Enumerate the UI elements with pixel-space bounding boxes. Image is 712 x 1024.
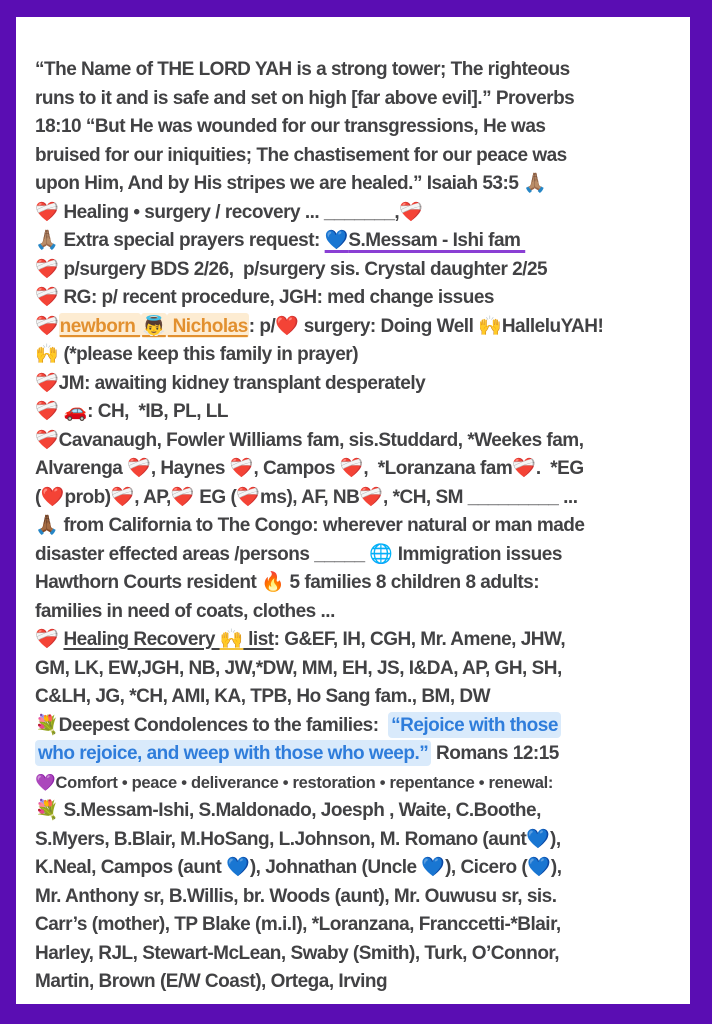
mending-heart-icon: ❤️‍🩹 [339, 458, 364, 479]
text-run: ( [35, 486, 41, 508]
baby-angel-icon: 👼 [141, 313, 167, 338]
families-list-line [35, 455, 688, 484]
mending-heart-icon: ❤️‍🩹 [35, 201, 59, 223]
mending-heart-icon: ❤️‍🩹 [35, 401, 59, 422]
text-run: Immigration issues [392, 543, 562, 565]
condolence-names-line [35, 968, 688, 997]
mending-heart-icon: ❤️‍🩹 [35, 429, 59, 451]
california-congo-line [35, 512, 688, 541]
mending-heart-icon: ❤️‍🩹 [110, 486, 135, 508]
keep-family-in-prayer-line [35, 341, 688, 370]
text-run: , *CH, SM _________ ... [383, 486, 578, 508]
text-run: Martin, Brown (E/W Coast), Ortega, Irving [35, 971, 388, 992]
text-run: 18:10 “But He was wounded for our transgressions, He was [35, 116, 546, 137]
text-run: GM, LK, EW,JGH, NB, JW,*DW, MM, EH, JS, I&DA, AP, GH, SH, [35, 657, 562, 679]
text-run: families in need of coats, clothes ... [35, 600, 335, 622]
text-run: Healing Recovery [63, 629, 220, 650]
text-run: Cavanaugh, Fowler Williams fam, sis.Studdard, *Weekes fam, [58, 429, 584, 451]
text-run: , *Loranzana fam [363, 458, 513, 479]
text-run: EG ( [194, 486, 237, 508]
text-run: bruised for our iniquities; The chastisement for our peace was [35, 144, 567, 166]
mending-heart-icon: ❤️‍🩹 [399, 201, 423, 223]
text-run: Comfort • peace • deliverance • restoration • repentance • renewal: [55, 773, 554, 792]
disaster-immigration-line [35, 541, 688, 570]
text-run: Healing • surgery / recovery ... _______, [58, 201, 400, 223]
text-run: ), Cicero ( [445, 857, 528, 878]
text-run: S.Messam-Ishi, S.Maldonado, Joesph , Waite, C.Boothe, [58, 800, 541, 821]
prayer-lines [35, 56, 688, 997]
text-run: . *EG [535, 458, 584, 479]
text-run: C&LH, JG, *CH, AMI, KA, TPB, Ho Sang fam., BM, DW [35, 686, 491, 707]
jm-kidney-line [35, 370, 688, 399]
text-run: Carr’s (mother), TP Blake (m.i.l), *Loranzana, Franccetti-*Blair, [35, 914, 561, 935]
condolences-line [35, 740, 688, 769]
raised-hands-icon: 🙌 [219, 629, 244, 650]
condolence-names-line [35, 826, 688, 855]
mending-heart-icon: ❤️‍🩹 [35, 287, 59, 308]
fire-icon: 🔥 [261, 572, 285, 593]
text-run: : G&EF, IH, CGH, Mr. Amene, JHW, [273, 629, 566, 650]
text-run: Deepest Condolences to the families: [58, 714, 389, 736]
hawthorn-courts-line [35, 569, 688, 598]
text-run: , Haynes [150, 458, 230, 479]
mending-heart-icon: ❤️‍🩹 [236, 486, 260, 508]
scripture-line [35, 142, 688, 171]
families-list-line [35, 484, 688, 513]
car-icon: 🚗 [63, 401, 88, 422]
text-run: Nicholas [167, 313, 249, 338]
blue-heart-icon: 💙 [226, 857, 250, 878]
blue-heart-icon: 💙 [527, 857, 551, 878]
red-heart-icon: ❤️ [275, 315, 299, 337]
families-list-line [35, 427, 688, 456]
condolence-names-line [35, 911, 688, 940]
travel-line [35, 398, 688, 427]
mending-heart-icon: ❤️‍🩹 [35, 258, 59, 280]
text-run: , Campos [253, 458, 340, 479]
bouquet-icon: 💐 [35, 714, 59, 736]
blue-heart-icon: 💙 [526, 828, 550, 850]
mending-heart-icon: ❤️‍🩹 [170, 486, 195, 508]
praying-hands-dark-icon: 🙏🏾 [35, 515, 59, 536]
text-run: Harley, RJL, Stewart-McLean, Swaby (Smith), Turk, O’Connor, [35, 942, 560, 964]
mending-heart-icon: ❤️‍🩹 [359, 486, 384, 508]
text-run: disaster effected areas /persons _____ [35, 543, 370, 565]
text-run: Hawthorn Courts resident [35, 572, 262, 593]
mending-heart-icon: ❤️‍🩹 [127, 458, 151, 479]
text-run: ), Johnathan (Uncle [249, 857, 422, 878]
text-run: “The Name of THE LORD YAH is a strong tower; The righteous [35, 59, 570, 80]
mending-heart-icon: ❤️‍🩹 [35, 315, 59, 337]
condolence-names-line [35, 940, 688, 969]
rg-jgh-line [35, 284, 688, 313]
healing-surgery-line [35, 199, 688, 228]
text-run: S.Messam - Ishi fam [348, 230, 526, 251]
text-run: ), [550, 857, 562, 878]
globe-icon: 🌐 [369, 543, 393, 565]
comfort-line [35, 769, 688, 798]
text-run: , AP, [134, 486, 171, 508]
healing-recovery-list-line [35, 683, 688, 712]
text-run: Extra special prayers request: [58, 230, 325, 251]
condolence-names-line [35, 797, 688, 826]
mending-heart-icon: ❤️‍🩹 [512, 458, 536, 479]
text-run: Romans 12:15 [431, 743, 559, 764]
text-run: S.Myers, B.Blair, M.HoSang, L.Johnson, M. Romano (aunt [35, 828, 527, 850]
mending-heart-icon: ❤️‍🩹 [229, 458, 254, 479]
text-run: 5 families 8 children 8 adults: [284, 572, 540, 593]
scripture-line [35, 113, 688, 142]
text-run: surgery: Doing Well [298, 315, 479, 337]
text-run: newborn [59, 313, 141, 338]
hawthorn-courts-line [35, 598, 688, 627]
text-run: from California to The Congo: wherever natural or man made [58, 515, 585, 536]
text-run: (*please keep this family in prayer) [58, 344, 359, 365]
blue-heart-icon: 💙 [421, 857, 446, 878]
text-run: ), [550, 828, 561, 850]
text-run: : CH, *IB, PL, LL [87, 401, 229, 422]
text-run: Alvarenga [35, 458, 128, 479]
condolences-line [35, 712, 688, 741]
healing-recovery-list-line [35, 626, 688, 655]
condolence-names-line [35, 854, 688, 883]
bouquet-icon: 💐 [35, 800, 59, 821]
text-run: p/surgery BDS 2/26, p/surgery sis. Crystal daughter 2/25 [58, 258, 548, 280]
scripture-line [35, 85, 688, 114]
healing-recovery-list-line [35, 655, 688, 684]
scripture-line [35, 56, 688, 85]
text-run: “Rejoice with those [388, 712, 561, 738]
mending-heart-icon: ❤️‍🩹 [35, 629, 59, 650]
newborn-nicholas-line [35, 313, 688, 342]
text-run: JM: awaiting kidney transplant desperately [58, 372, 426, 394]
scripture-line [35, 170, 688, 199]
page [16, 17, 690, 1004]
raised-hands-icon: 🙌 [35, 344, 59, 365]
text-run: : p/ [248, 315, 276, 337]
text-run: list [243, 629, 274, 650]
text-run: upon Him, And by His stripes we are healed.” Isaiah 53:5 [35, 173, 524, 194]
raised-hands-icon: 🙌 [478, 315, 502, 337]
mending-heart-icon: ❤️‍🩹 [35, 372, 59, 394]
text-run: Mr. Anthony sr, B.Willis, br. Woods (aunt), Mr. Ouwusu sr, sis. [35, 885, 557, 907]
red-heart-icon: ❤️ [40, 486, 65, 508]
surgery-dates-line [35, 256, 688, 285]
text-run: who rejoice, and weep with those who weep.” [35, 740, 431, 766]
text-run: RG: p/ recent procedure, JGH: med change issues [58, 287, 494, 308]
blue-heart-icon: 💙 [324, 230, 349, 251]
text-run: runs to it and is safe and set on high [far above evil].” Proverbs [35, 87, 575, 109]
text-run: prob) [64, 486, 111, 508]
praying-hands-icon: 🙏🏽 [523, 173, 547, 194]
text-run: ms), AF, NB [259, 486, 360, 508]
extra-special-prayers-line [35, 227, 688, 256]
condolence-names-line [35, 883, 688, 912]
praying-hands-icon: 🙏🏽 [35, 230, 59, 251]
text-run: K.Neal, Campos (aunt [35, 857, 227, 878]
text-run: HalleluYAH! [501, 315, 604, 337]
purple-heart-icon: 💜 [35, 773, 56, 792]
